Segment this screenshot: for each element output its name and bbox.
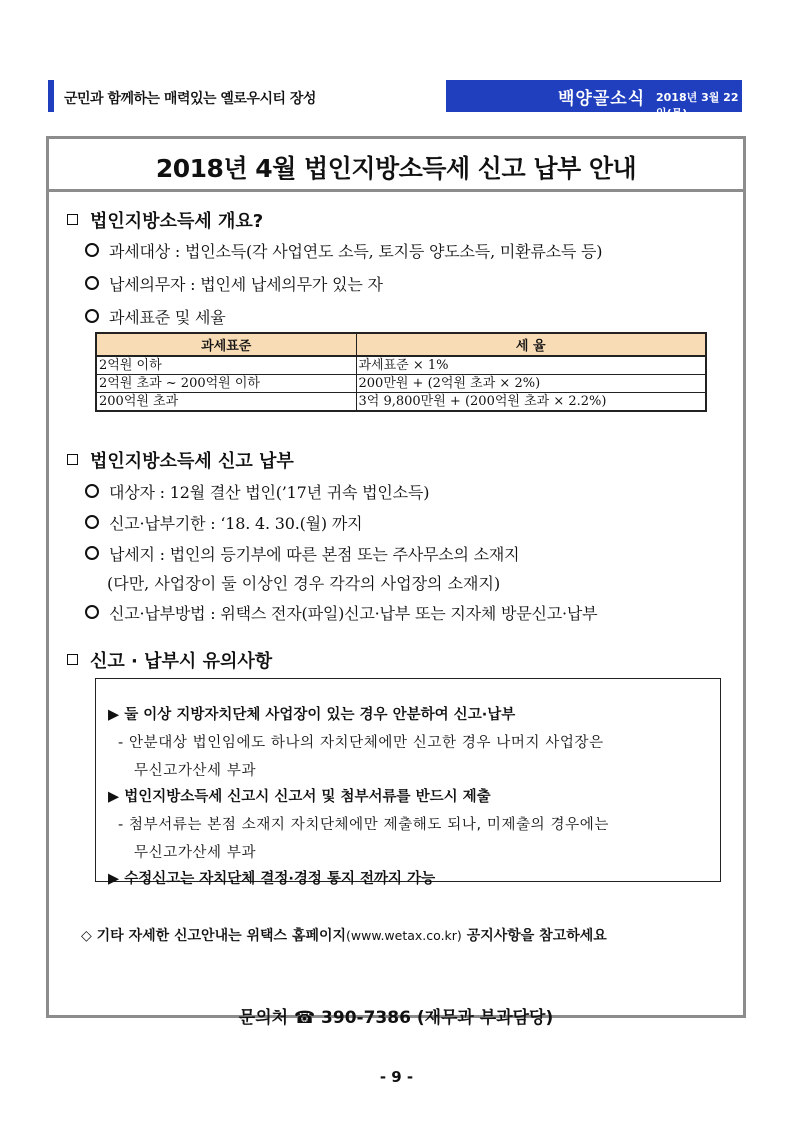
list-item: 납세지 : 법인의 등기부에 따른 본점 또는 주사무소의 소재지 <box>85 542 519 565</box>
table-cell: 200억원 초과 <box>96 393 356 412</box>
table-cell: 과세표준 × 1% <box>356 356 706 375</box>
list-item: 대상자 : 12월 결산 법인(’17년 귀속 법인소득) <box>85 480 429 503</box>
section-heading-filing: 법인지방소득세 신고 납부 <box>67 447 294 473</box>
list-item: 과세대상 : 법인소득(각 사업연도 소득, 토지등 양도소득, 미환류소득 등) <box>85 239 602 262</box>
caution-point: ▶ 법인지방소득세 신고시 신고서 및 첨부서류를 반드시 제출 <box>108 789 491 805</box>
caution-point: ▶ 둘 이상 지방자치단체 사업장이 있는 경우 안분하여 신고·납부 <box>108 707 516 723</box>
caution-point: ▶ 수정신고는 자치단체 결정·경정 통지 전까지 가능 <box>108 871 436 887</box>
table-cell: 2억원 이하 <box>96 356 356 375</box>
notice-box <box>46 136 746 1028</box>
list-item-continuation: (다만, 사업장이 둘 이상인 경우 각각의 사업장의 소재지) <box>107 574 501 593</box>
caution-detail: - 안분대상 법인임에도 하나의 자치단체에만 신고한 경우 나머지 사업장은 <box>118 735 604 751</box>
square-bullet-icon <box>67 654 78 665</box>
tax-rate-table <box>95 332 707 412</box>
list-item: 납세의무자 : 법인세 납세의무가 있는 자 <box>85 272 383 295</box>
cautions-box <box>95 678 721 887</box>
list-item: 신고·납부방법 : 위택스 전자(파일)신고·납부 또는 지자체 방문신고·납부 <box>85 601 597 624</box>
list-item: 신고·납부기한 : ‘18. 4. 30.(월) 까지 <box>85 511 362 534</box>
circle-bullet-icon <box>85 546 99 560</box>
square-bullet-icon <box>67 454 78 465</box>
table-row <box>96 393 706 412</box>
table-cell: 2억원 초과 ~ 200억원 이하 <box>96 375 356 393</box>
section-heading-cautions: 신고 · 납부시 유의사항 <box>67 647 272 673</box>
title-band <box>49 139 743 192</box>
table-header-cell: 과세표준 <box>96 333 356 356</box>
circle-bullet-icon <box>85 243 99 257</box>
table-cell: 3억 9,800만원 + (200억원 초과 × 2.2%) <box>356 393 706 412</box>
list-item: 과세표준 및 세율 <box>85 305 226 328</box>
wetax-url: (www.wetax.co.kr) <box>346 928 462 943</box>
caution-detail: 무신고가산세 부과 <box>134 763 257 779</box>
circle-bullet-icon <box>85 515 99 529</box>
square-bullet-icon <box>67 214 78 225</box>
publication-date: 2018년 3월 22일(목) <box>656 91 739 120</box>
circle-bullet-icon <box>85 276 99 290</box>
header-slogan: 군민과 함께하는 매력있는 옐로우시티 장성 <box>64 91 316 107</box>
more-info-note: ◇ 기타 자세한 신고안내는 위택스 홈페이지(www.wetax.co.kr) 공지사항을 참고하세요 <box>81 928 607 944</box>
publication-name: 백양골소식 <box>558 89 646 109</box>
contact-info: 문의처 ☎ 390-7386 (재무과 부과담당) <box>238 1008 554 1028</box>
section-heading-overview: 법인지방소득세 개요? <box>67 207 263 233</box>
table-header-row <box>96 333 706 356</box>
table-header-cell: 세 율 <box>356 333 706 356</box>
header-publication-band <box>446 80 742 120</box>
page-title: 2018년 4월 법인지방소득세 신고 납부 안내 <box>155 154 637 183</box>
header-accent-bar <box>48 80 54 112</box>
circle-bullet-icon <box>85 484 99 498</box>
table-cell: 200만원 + (2억원 초과 × 2%) <box>356 375 706 393</box>
table-row <box>96 356 706 375</box>
circle-bullet-icon <box>85 605 99 619</box>
page-number: - 9 - <box>379 1068 414 1086</box>
table-row <box>96 375 706 393</box>
circle-bullet-icon <box>85 309 99 323</box>
caution-detail: - 첨부서류는 본점 소재지 자치단체에만 제출해도 되나, 미제출의 경우에는 <box>118 817 609 833</box>
caution-detail: 무신고가산세 부과 <box>134 845 257 861</box>
newsletter-header <box>48 80 742 120</box>
